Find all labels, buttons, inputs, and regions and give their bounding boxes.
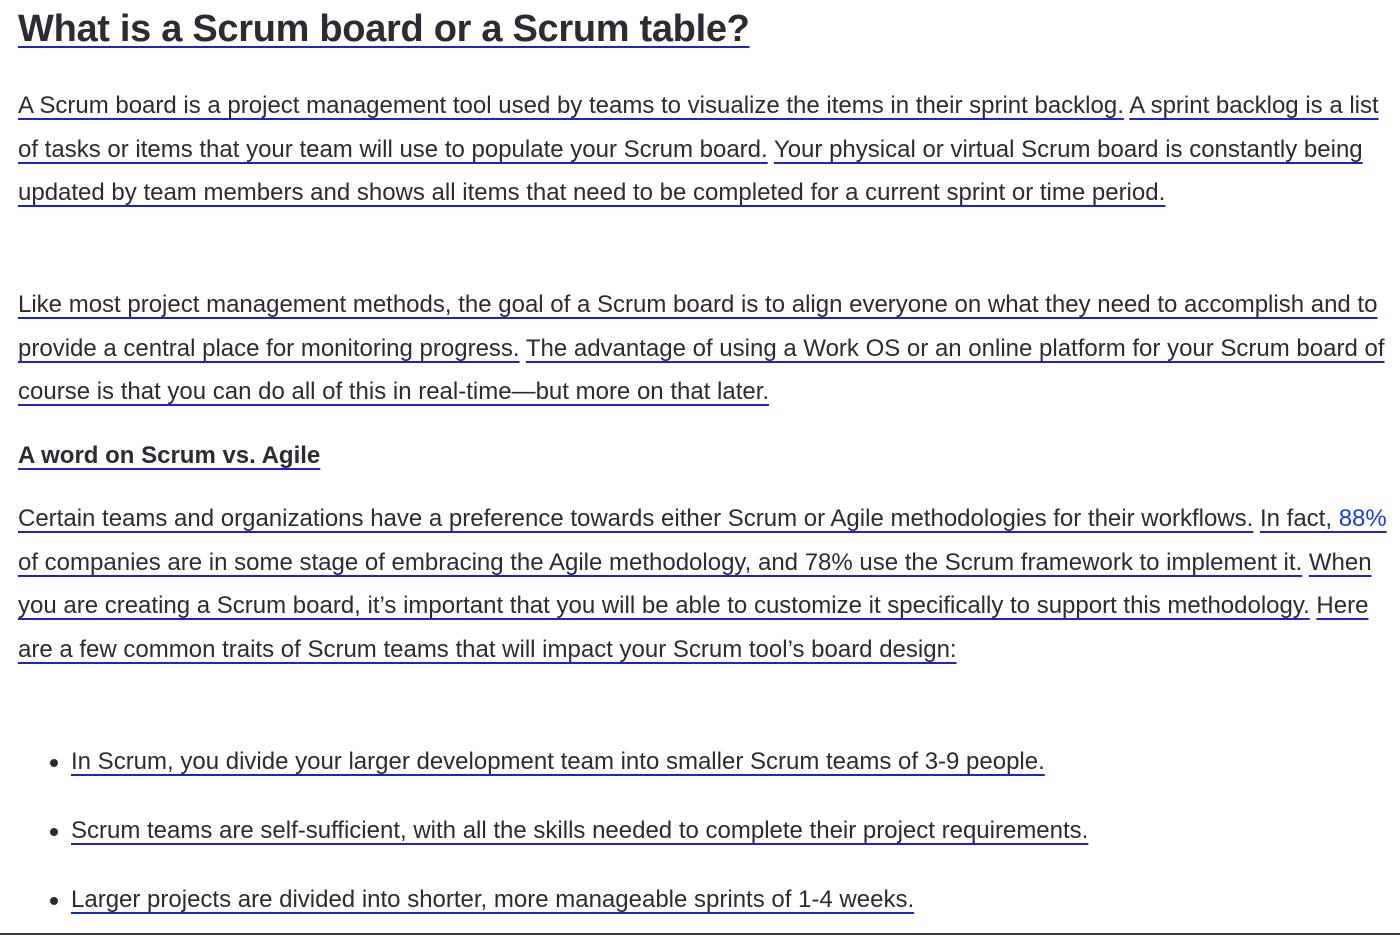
list-item-text: Larger projects are divided into shorter, more manageable sprints of 1-4 weeks. — [71, 886, 915, 913]
sentence-highlight: The advantage of using a Work OS or an online platform for your Scrum board of course is that you can do all of this in real-time—but more on that later. — [18, 334, 1385, 405]
sentence-highlight: Here are a few common traits of Scrum teams that will impact your Scrum tool’s board design: — [18, 592, 1369, 663]
scrum-traits-list — [18, 742, 1390, 949]
sentence-highlight: Certain teams and organizations have a preference towards either Scrum or Agile methodologies for their workflows. — [18, 505, 1254, 532]
bullet-dot-icon — [50, 897, 58, 905]
sentence-tail-text: of companies are in some stage of embracing the Agile methodology, and 78% use the Scrum framework to implement it. — [18, 548, 1303, 576]
bullet-dot-icon — [50, 828, 58, 836]
article-title — [18, 6, 750, 52]
list-item — [18, 742, 1390, 811]
list-item-text: In Scrum, you divide your larger development team into smaller Scrum teams of 3-9 people. — [71, 748, 1045, 775]
paragraph-scrum-board-definition — [18, 84, 1390, 215]
bullet-dot-icon — [50, 759, 58, 767]
article-title-text: What is a Scrum board or a Scrum table? — [18, 8, 750, 50]
list-item — [18, 880, 1390, 949]
sentence-highlight: When you are creating a Scrum board, it’s important that you will be able to customize it specifically to support this methodology. — [18, 548, 1372, 619]
sentence-highlight: Your physical or virtual Scrum board is constantly being updated by team members and shows all items that need to be completed for a current sprint or time period. — [18, 135, 1363, 206]
paragraph-scrum-vs-agile — [18, 497, 1390, 671]
sentence-highlight: Like most project management methods, the goal of a Scrum board is to align everyone on what they need to accomplish and to provide a central place for monitoring progress. — [18, 291, 1378, 362]
list-item-text: Scrum teams are self-sufficient, with all the skills needed to complete their project requirements. — [71, 817, 1089, 844]
section-subheading-text: A word on Scrum vs. Agile — [18, 442, 321, 469]
statistic-link[interactable]: 88% — [1338, 505, 1387, 532]
paragraph-scrum-board-goal — [18, 283, 1390, 414]
list-item — [18, 811, 1390, 880]
sentence-highlight: A Scrum board is a project management tool used by teams to visualize the items in their sprint backlog. — [18, 92, 1124, 119]
sentence-lead-text: In fact, — [1259, 505, 1333, 532]
section-subheading — [18, 436, 320, 476]
sentence-highlight: A sprint backlog is a list of tasks or items that your team will use to populate your Scrum board. — [18, 92, 1379, 163]
